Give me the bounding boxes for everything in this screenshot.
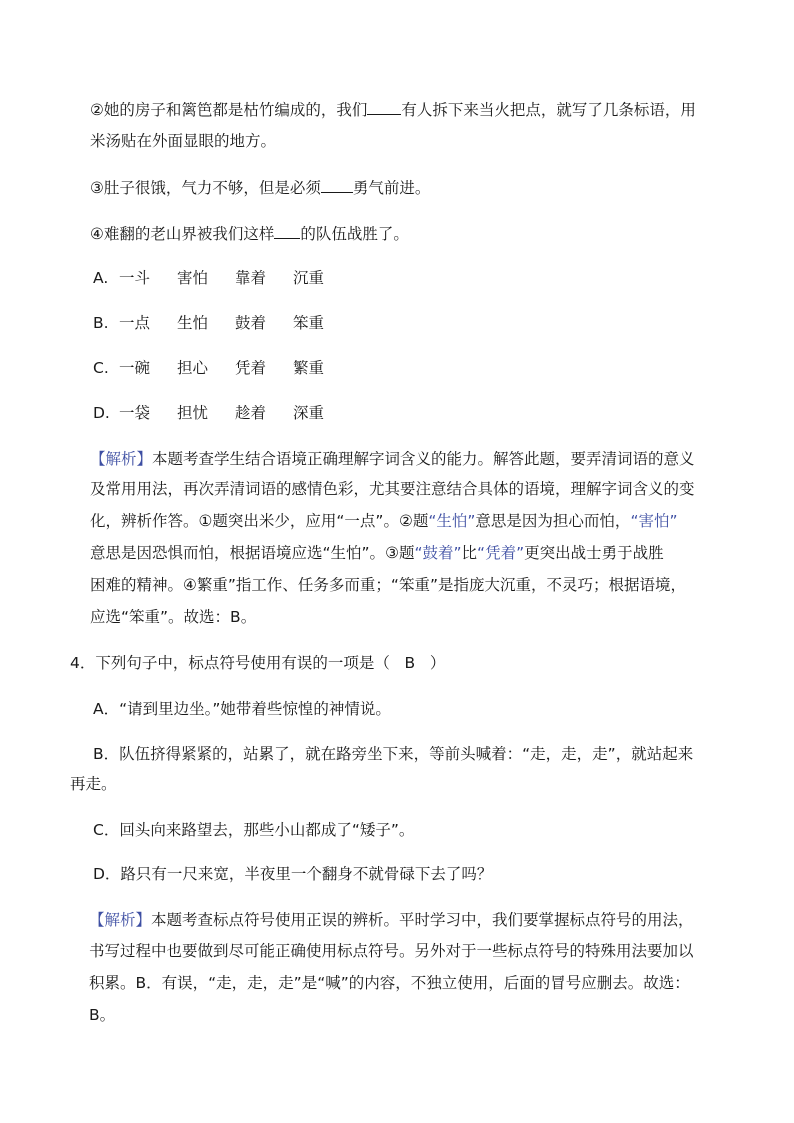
q3-item-2-line-1: ②她的房子和篱笆都是枯竹编成的，我们 有人拆下来当火把点，就写了几条标语，用 [90,101,696,119]
q4-analysis-line-2: 书写过程中也要做到尽可能正确使用标点符号。另外对于一些标点符号的特殊用法要加以 [89,942,694,960]
q4-option-b-line-2: 再走。 [70,775,117,793]
q4-stem: 4．下列句子中，标点符号使用有误的一项是（ B ） [70,654,446,672]
fill-blank [274,224,300,239]
q4-option-a: A．“请到里边坐。”她带着些惊惶的神情说。 [93,700,391,718]
q3-item-2-line-2: 米汤贴在外面显眼的地方。 [90,132,277,150]
q3-item-4: ④难翻的老山界被我们这样 的队伍战胜了。 [90,225,409,243]
q3-analysis-line-6: 应选“笨重”。故选：B。 [90,608,257,626]
q4-option-d: D．路只有一尺来宽，半夜里一个翻身不就骨碌下去了吗？ [93,865,493,883]
q4-answer: B [404,654,416,672]
analysis-tag: 【解析】 [90,450,153,468]
q4-analysis-line-3: 积累。B．有误，“走，走，走”是“喊”的内容，不独立使用，后面的冒号应删去。故选： [89,974,690,992]
fill-blank [321,178,353,193]
q4-analysis-line-4: B。 [89,1006,116,1024]
q3-option-d: D. 一袋 担忧 趁着 深重 [93,404,325,422]
q3-analysis-line-4: 意思是因恐惧而怕，根据语境应选“生怕”。③题“鼓着”比“凭着”更突出战士勇于战胜 [90,544,664,562]
analysis-tag: 【解析】 [89,911,152,929]
q3-option-b: B. 一点 生怕 鼓着 笨重 [93,314,325,332]
q3-item-3: ③肚子很饿，气力不够，但是必须 勇气前进。 [90,179,431,197]
q4-option-c: C．回头向来路望去，那些小山都成了“矮子”。 [93,821,415,839]
q3-option-c: C. 一碗 担心 凭着 繁重 [93,359,325,377]
q3-analysis-line-2: 及常用用法，再次弄清词语的感情色彩，尤其要注意结合具体的语境，理解字词含义的变 [90,480,695,498]
q4-analysis-line-1: 【解析】本题考查标点符号使用正误的辨析。平时学习中，我们要掌握标点符号的用法， [89,911,694,929]
q3-analysis-line-1: 【解析】本题考查学生结合语境正确理解字词含义的能力。解答此题，要弄清词语的意义 [90,450,695,468]
q4-option-b-line-1: B．队伍挤得紧紧的，站累了，就在路旁坐下来，等前头喊着：“走，走，走”，就站起来 [93,745,694,763]
q3-analysis-line-3: 化，辨析作答。①题突出米少，应用“一点”。②题“生怕”意思是因为担心而怕，“害怕” [90,512,678,530]
fill-blank [367,100,401,115]
q3-analysis-line-5: 困难的精神。④繁重”指工作、任务多而重；“笨重”是指庞大沉重，不灵巧；根据语境， [90,576,686,594]
q3-option-a: A. 一斗 害怕 靠着 沉重 [93,269,325,287]
